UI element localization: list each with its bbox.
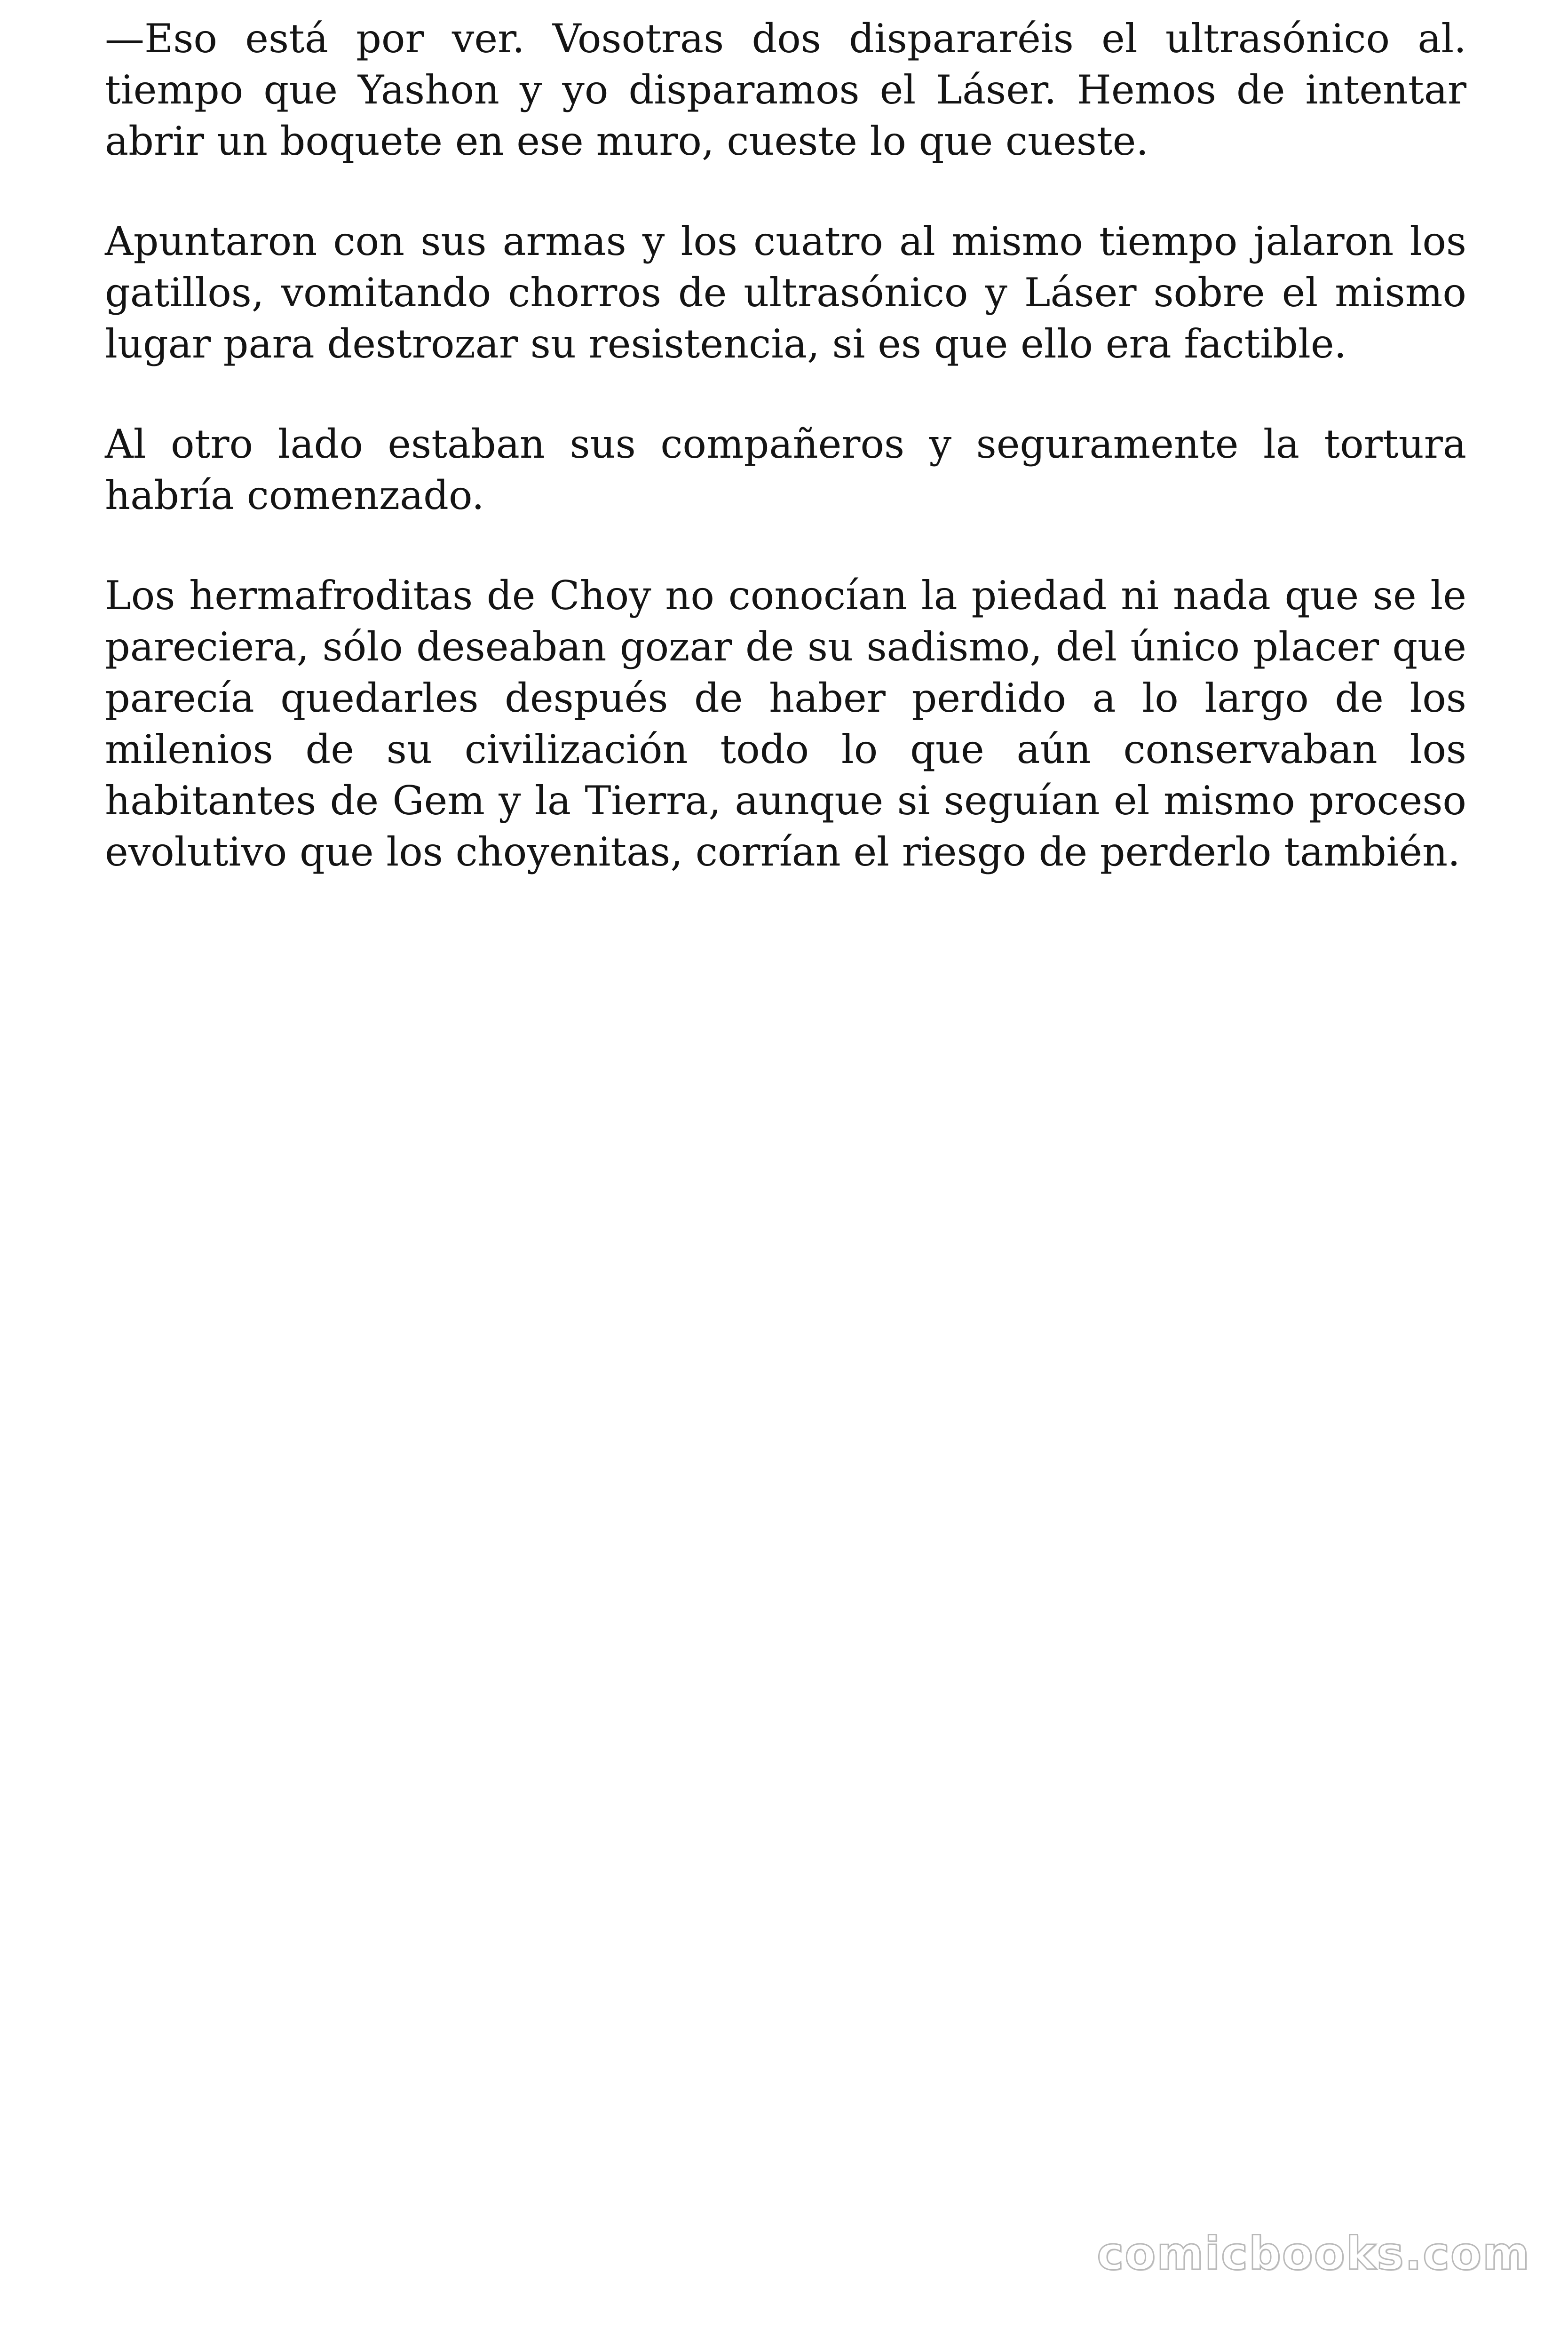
paragraph-3: Al otro lado estaban sus compañeros y seguramente la tortura habría comenzado. — [105, 421, 1466, 518]
watermark: comicbooks.com — [1097, 2227, 1530, 2280]
page-text — [105, 13, 1466, 927]
paragraph-1: —Eso está por ver. Vosotras dos dispararéis el ultrasónico al. tiempo que Yashon y yo disparamos el Láser. Hemos de intentar abrir un boquete en ese muro, cueste lo que cueste. — [105, 16, 1466, 164]
paragraph-4: Los hermafroditas de Choy no conocían la piedad ni nada que se le pareciera, sólo deseaban gozar de su sadismo, del único placer que parecía quedarles después de haber perdido a lo largo de los milenios de su civilización todo lo que aún conservaban los habitantes de Gem y la Tierra, aunque si seguían el mismo proceso evolutivo que los choyenitas, corrían el riesgo de perderlo también. — [105, 572, 1466, 875]
paragraph-2: Apuntaron con sus armas y los cuatro al mismo tiempo jalaron los gatillos, vomitando chorros de ultrasónico y Láser sobre el mismo lugar para destrozar su resistencia, si es que ello era factible. — [105, 218, 1466, 367]
